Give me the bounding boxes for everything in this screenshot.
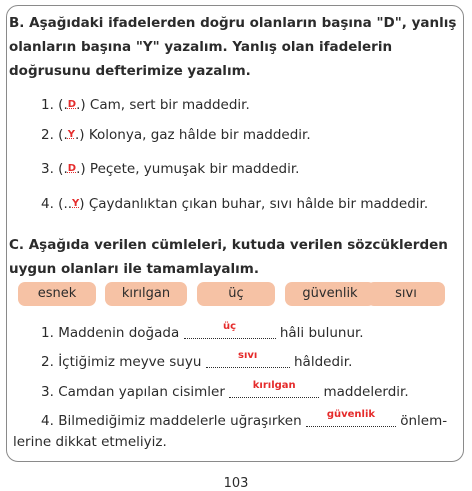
word-chip: sıvı	[367, 282, 445, 306]
section-b-item-2: 2. (.Y.) Kolonya, gaz hâlde bir maddedir.	[41, 127, 311, 143]
answer-mark: Y	[72, 198, 80, 209]
section-c-item-1: 1. Maddenin doğada üç hâli bulunur.	[41, 321, 364, 341]
word-chip: güvenlik	[285, 282, 375, 306]
word-chip: üç	[197, 282, 275, 306]
word-box	[18, 282, 448, 306]
answer-blank: güvenlik	[306, 412, 396, 427]
answer-blank: kırılgan	[229, 383, 319, 398]
section-b-item-1: 1. (.D.) Cam, sert bir maddedir.	[41, 97, 250, 113]
section-c-instruction: C. Aşağıda verilen cümleleri, kutuda verilen sözcüklerden uygun olanları ile tamamlayalım.	[9, 237, 448, 277]
section-c-item-2: 2. İçtiğimiz meyve suyu sıvı hâldedir.	[41, 350, 353, 370]
answer-mark: D	[67, 163, 77, 174]
page-number: 103	[223, 476, 249, 491]
section-b-instruction: B. Aşağıdaki ifadelerden doğru olanların başına "D", yanlış olanların başına "Y" yazalım. Yanlış olan ifadelerin doğrusunu defterimize yazalım.	[9, 15, 457, 79]
word-chip: esnek	[18, 282, 96, 306]
section-c-item-4-continuation: lerine dikkat etmeliyiz.	[13, 434, 167, 450]
answer-blank: sıvı	[206, 353, 290, 368]
answer-mark: D	[67, 99, 77, 110]
answer-blank: üç	[184, 324, 276, 339]
answer-mark: Y	[67, 129, 75, 140]
section-b-item-3: 3. (.D.) Peçete, yumuşak bir maddedir.	[41, 161, 300, 177]
word-chip: kırılgan	[105, 282, 187, 306]
section-b-item-4: 4. (..Y) Çaydanlıktan çıkan buhar, sıvı hâlde bir maddedir.	[41, 196, 429, 212]
section-c-item-3: 3. Camdan yapılan cisimler kırılgan maddelerdir.	[41, 380, 409, 400]
section-c-item-4: 4. Bilmediğimiz maddelerle uğraşırken güvenlik önlem-	[41, 409, 448, 429]
